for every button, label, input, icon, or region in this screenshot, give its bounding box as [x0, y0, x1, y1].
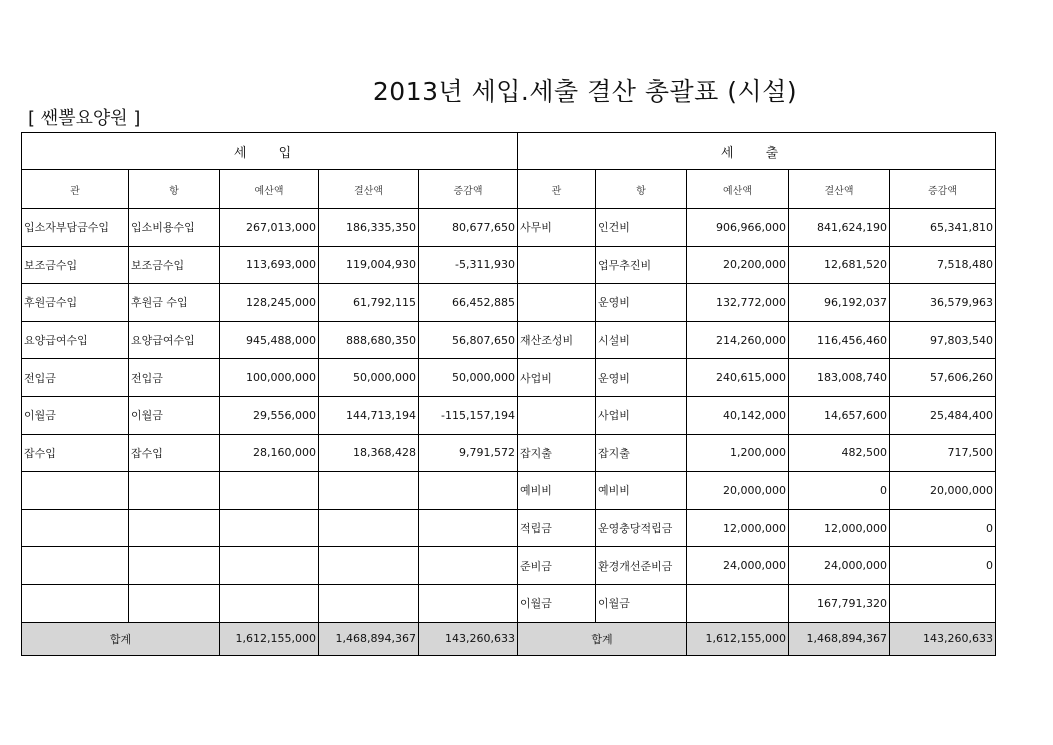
expense-settle-cell: 167,791,320	[789, 584, 890, 622]
expense-diff-cell: 0	[890, 547, 996, 585]
expense-gwan-cell: 예비비	[518, 472, 596, 510]
income-settle-cell: 50,000,000	[319, 359, 419, 397]
expense-settle-cell: 116,456,460	[789, 321, 890, 359]
table-row	[22, 209, 996, 247]
income-budget-cell: 945,488,000	[220, 321, 319, 359]
income-diff-cell: 80,677,650	[419, 209, 518, 247]
col-income-settle: 결산액	[319, 170, 419, 209]
table-row	[22, 246, 996, 284]
expense-gwan-cell: 사업비	[518, 359, 596, 397]
section-header-row	[22, 133, 996, 170]
expense-hang-cell: 사업비	[596, 396, 687, 434]
income-hang-cell: 후원금 수입	[129, 284, 220, 322]
expense-budget-cell: 132,772,000	[687, 284, 789, 322]
income-hang-cell: 잡수입	[129, 434, 220, 472]
expense-diff-cell: 20,000,000	[890, 472, 996, 510]
income-hang-cell	[129, 547, 220, 585]
income-budget-cell: 267,013,000	[220, 209, 319, 247]
income-settle-cell	[319, 472, 419, 510]
col-expense-gwan: 관	[518, 170, 596, 209]
income-settle-cell	[319, 584, 419, 622]
expense-gwan-cell	[518, 284, 596, 322]
income-gwan-cell: 전입금	[22, 359, 129, 397]
col-income-budget: 예산액	[220, 170, 319, 209]
income-total-settle: 1,468,894,367	[319, 622, 419, 655]
income-gwan-cell	[22, 584, 129, 622]
income-budget-cell: 128,245,000	[220, 284, 319, 322]
income-budget-cell: 100,000,000	[220, 359, 319, 397]
settlement-table	[21, 132, 996, 656]
income-hang-cell: 요양급여수입	[129, 321, 220, 359]
column-header-row	[22, 170, 996, 209]
expense-total-settle: 1,468,894,367	[789, 622, 890, 655]
expense-hang-cell: 이월금	[596, 584, 687, 622]
income-diff-cell	[419, 472, 518, 510]
income-diff-cell	[419, 584, 518, 622]
table-row	[22, 321, 996, 359]
expense-hang-cell: 인건비	[596, 209, 687, 247]
expense-hang-cell: 운영충당적립금	[596, 509, 687, 547]
income-total-diff: 143,260,633	[419, 622, 518, 655]
table-row	[22, 284, 996, 322]
income-settle-cell: 119,004,930	[319, 246, 419, 284]
expense-settle-cell: 12,681,520	[789, 246, 890, 284]
expense-gwan-cell: 적립금	[518, 509, 596, 547]
expense-settle-cell: 841,624,190	[789, 209, 890, 247]
table-row	[22, 547, 996, 585]
income-gwan-cell	[22, 509, 129, 547]
table-row	[22, 509, 996, 547]
col-expense-settle: 결산액	[789, 170, 890, 209]
expense-budget-cell: 1,200,000	[687, 434, 789, 472]
table-row	[22, 359, 996, 397]
income-hang-cell	[129, 584, 220, 622]
income-settle-cell: 144,713,194	[319, 396, 419, 434]
income-hang-cell: 전입금	[129, 359, 220, 397]
income-hang-cell: 보조금수입	[129, 246, 220, 284]
col-income-diff: 증감액	[419, 170, 518, 209]
col-income-gwan: 관	[22, 170, 129, 209]
income-settle-cell	[319, 547, 419, 585]
income-gwan-cell: 보조금수입	[22, 246, 129, 284]
income-hang-cell: 입소비용수입	[129, 209, 220, 247]
income-diff-cell: 50,000,000	[419, 359, 518, 397]
income-total-label: 합계	[22, 622, 220, 655]
income-diff-cell	[419, 509, 518, 547]
income-settle-cell: 888,680,350	[319, 321, 419, 359]
expense-gwan-cell: 이월금	[518, 584, 596, 622]
expense-settle-cell: 24,000,000	[789, 547, 890, 585]
expense-diff-cell: 7,518,480	[890, 246, 996, 284]
expense-settle-cell: 183,008,740	[789, 359, 890, 397]
income-hang-cell	[129, 509, 220, 547]
expense-diff-cell: 717,500	[890, 434, 996, 472]
document-title: 2013년 세입.세출 결산 총괄표 (시설)	[372, 77, 798, 106]
organization-name: [ 쌘뽈요양원 ]	[28, 108, 141, 129]
col-expense-budget: 예산액	[687, 170, 789, 209]
income-budget-cell: 29,556,000	[220, 396, 319, 434]
expense-budget-cell: 20,200,000	[687, 246, 789, 284]
income-gwan-cell	[22, 472, 129, 510]
expense-settle-cell: 14,657,600	[789, 396, 890, 434]
expense-hang-cell: 예비비	[596, 472, 687, 510]
income-gwan-cell: 이월금	[22, 396, 129, 434]
income-total-budget: 1,612,155,000	[220, 622, 319, 655]
expense-budget-cell: 24,000,000	[687, 547, 789, 585]
expense-budget-cell: 906,966,000	[687, 209, 789, 247]
income-gwan-cell: 입소자부담금수입	[22, 209, 129, 247]
income-diff-cell: -115,157,194	[419, 396, 518, 434]
income-budget-cell	[220, 584, 319, 622]
income-diff-cell	[419, 547, 518, 585]
expense-budget-cell: 214,260,000	[687, 321, 789, 359]
expense-budget-cell: 12,000,000	[687, 509, 789, 547]
expense-settle-cell: 12,000,000	[789, 509, 890, 547]
expense-hang-cell: 시설비	[596, 321, 687, 359]
expense-diff-cell: 25,484,400	[890, 396, 996, 434]
expense-total-diff: 143,260,633	[890, 622, 996, 655]
income-diff-cell: 66,452,885	[419, 284, 518, 322]
income-budget-cell	[220, 509, 319, 547]
expense-settle-cell: 482,500	[789, 434, 890, 472]
expense-diff-cell: 0	[890, 509, 996, 547]
income-gwan-cell: 후원금수입	[22, 284, 129, 322]
expense-hang-cell: 환경개선준비금	[596, 547, 687, 585]
expense-budget-cell	[687, 584, 789, 622]
table-row	[22, 434, 996, 472]
expense-diff-cell	[890, 584, 996, 622]
income-diff-cell: -5,311,930	[419, 246, 518, 284]
expense-gwan-cell	[518, 396, 596, 434]
income-gwan-cell	[22, 547, 129, 585]
table-row	[22, 396, 996, 434]
table-row	[22, 472, 996, 510]
col-expense-diff: 증감액	[890, 170, 996, 209]
expense-budget-cell: 40,142,000	[687, 396, 789, 434]
col-expense-hang: 항	[596, 170, 687, 209]
expense-total-budget: 1,612,155,000	[687, 622, 789, 655]
expense-diff-cell: 97,803,540	[890, 321, 996, 359]
expense-gwan-cell	[518, 246, 596, 284]
expense-gwan-cell: 재산조성비	[518, 321, 596, 359]
expense-diff-cell: 36,579,963	[890, 284, 996, 322]
expense-section-header: 세 출	[518, 133, 996, 170]
income-diff-cell: 9,791,572	[419, 434, 518, 472]
income-section-header: 세 입	[22, 133, 518, 170]
expense-gwan-cell: 잡지출	[518, 434, 596, 472]
income-budget-cell: 113,693,000	[220, 246, 319, 284]
expense-settle-cell: 0	[789, 472, 890, 510]
col-income-hang: 항	[129, 170, 220, 209]
income-gwan-cell: 잡수입	[22, 434, 129, 472]
expense-gwan-cell: 사무비	[518, 209, 596, 247]
income-hang-cell	[129, 472, 220, 510]
income-settle-cell: 186,335,350	[319, 209, 419, 247]
expense-total-label: 합계	[518, 622, 687, 655]
expense-hang-cell: 업무추진비	[596, 246, 687, 284]
income-settle-cell: 61,792,115	[319, 284, 419, 322]
expense-diff-cell: 65,341,810	[890, 209, 996, 247]
income-diff-cell: 56,807,650	[419, 321, 518, 359]
expense-hang-cell: 운영비	[596, 359, 687, 397]
expense-hang-cell: 잡지출	[596, 434, 687, 472]
income-settle-cell: 18,368,428	[319, 434, 419, 472]
income-gwan-cell: 요양급여수입	[22, 321, 129, 359]
expense-hang-cell: 운영비	[596, 284, 687, 322]
income-budget-cell	[220, 547, 319, 585]
totals-row	[22, 622, 996, 655]
expense-settle-cell: 96,192,037	[789, 284, 890, 322]
income-hang-cell: 이월금	[129, 396, 220, 434]
expense-gwan-cell: 준비금	[518, 547, 596, 585]
income-budget-cell	[220, 472, 319, 510]
table-row	[22, 584, 996, 622]
income-budget-cell: 28,160,000	[220, 434, 319, 472]
expense-diff-cell: 57,606,260	[890, 359, 996, 397]
expense-budget-cell: 240,615,000	[687, 359, 789, 397]
income-settle-cell	[319, 509, 419, 547]
expense-budget-cell: 20,000,000	[687, 472, 789, 510]
